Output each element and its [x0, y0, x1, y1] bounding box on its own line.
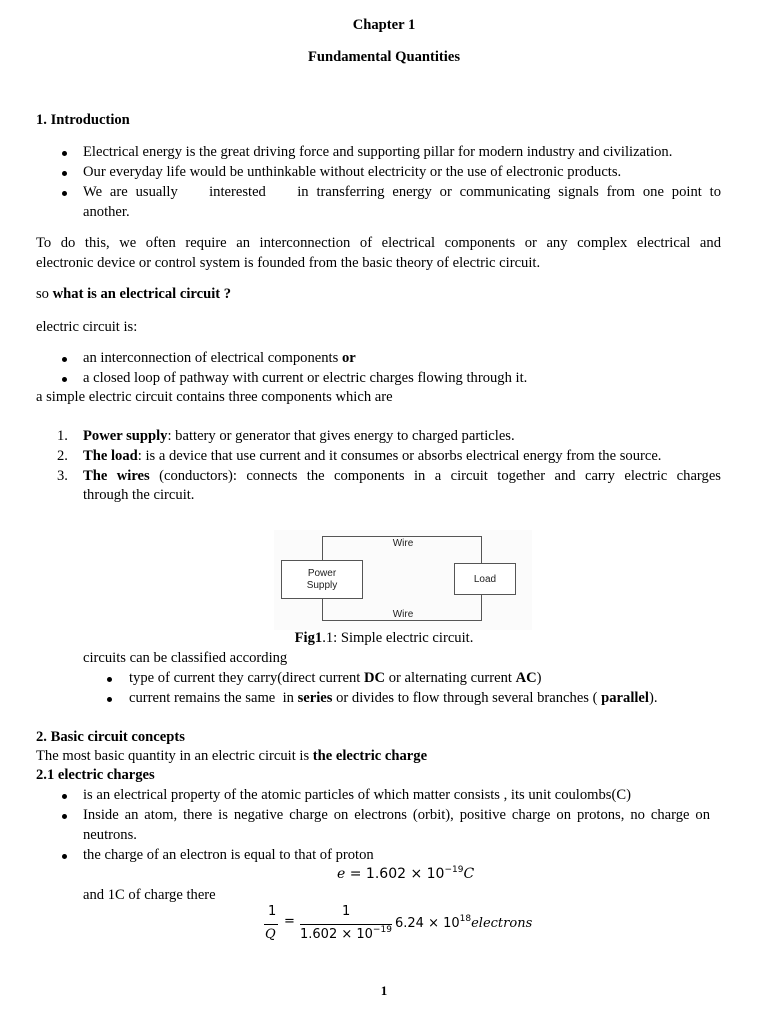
- text: current remains the same in: [129, 690, 298, 706]
- eq2-lhs-denominator: Q: [265, 927, 276, 942]
- list-item-continuation: another.: [83, 204, 130, 220]
- item-bold: Power supply: [83, 428, 168, 444]
- and-1c-line: and 1C of charge there: [83, 887, 216, 903]
- def-bold: or: [341, 350, 356, 366]
- list-item: [129, 690, 658, 707]
- eq-exponent: −19: [444, 865, 464, 875]
- paragraph-line: To do this, we often require an interconnection of electrical components or any complex electrical and: [36, 235, 721, 251]
- classify-intro: circuits can be classified according: [83, 650, 288, 666]
- bullet-dot: [62, 854, 67, 859]
- def-text: an interconnection of electrical components: [83, 350, 342, 366]
- dc-bold: DC: [364, 670, 386, 686]
- eq2-result-value: 6.24 × 10: [395, 916, 460, 931]
- eq-unit: C: [463, 866, 475, 882]
- equals-sign: =: [284, 914, 295, 929]
- list-item: Electrical energy is the great driving force and supporting pillar for modern industry and civilization.: [83, 144, 673, 160]
- text: or divides to flow through several branches (: [332, 690, 602, 706]
- bullet-dot: [62, 814, 67, 819]
- list-item: the charge of an electron is equal to that of proton: [83, 847, 374, 863]
- question-prefix: so: [36, 286, 53, 302]
- text: ): [536, 670, 542, 686]
- list-item-continuation: through the circuit.: [83, 487, 195, 503]
- caption-text: .1: Simple electric circuit.: [322, 630, 474, 646]
- bullet-dot: [62, 794, 67, 799]
- eq2-result: [395, 915, 532, 931]
- ac-bold: AC: [515, 670, 537, 686]
- bullet-dot: [107, 677, 112, 682]
- list-item: is an electrical property of the atomic particles of which matter consists , its unit coulombs(C): [83, 787, 631, 803]
- item-bold: The wires: [83, 468, 150, 484]
- equation-coulomb: [262, 904, 562, 950]
- item-text: (conductors): connects the components in a circuit together and carry electric charges: [149, 468, 721, 484]
- eq2-lhs-numerator: 1: [268, 904, 277, 919]
- text: type of current they carry(direct current: [129, 670, 364, 686]
- simple-circuit-line: a simple electric circuit contains three components which are: [36, 389, 393, 405]
- parallel-bold: parallel: [601, 690, 649, 706]
- list-item: We are usually interested in transferring energy or communicating signals from one point to: [83, 184, 721, 200]
- eq-symbol: e: [337, 866, 346, 882]
- text: The most basic quantity in an electric circuit is: [36, 748, 313, 764]
- item-number: 2.: [57, 448, 68, 464]
- bullet-dot: [62, 151, 67, 156]
- list-item: Our everyday life would be unthinkable without electricity or the use of electronic products.: [83, 164, 622, 180]
- list-item: [83, 350, 356, 367]
- circuit-figure: [274, 530, 532, 630]
- eq2-denominator: [300, 927, 392, 942]
- item-text: : is a device that use current and it consumes or absorbs electrical energy from the source.: [137, 448, 662, 464]
- list-item: [83, 448, 661, 465]
- page-title: Fundamental Quantities: [307, 49, 461, 65]
- bullet-dot: [62, 171, 67, 176]
- paragraph-line: electronic device or control system is founded from the basic theory of electric circuit.: [36, 255, 541, 271]
- text: ).: [648, 690, 658, 706]
- list-item: [83, 428, 515, 445]
- page-number: 1: [380, 983, 388, 998]
- caption-bold: Fig1: [294, 630, 323, 646]
- wire-bottom-label: Wire: [392, 609, 414, 620]
- power-supply-label: Supply: [306, 579, 338, 591]
- list-item-continuation: neutrons.: [83, 827, 137, 843]
- charge-bold: the electric charge: [312, 748, 428, 764]
- fraction-bar: [264, 924, 278, 925]
- list-item: Inside an atom, there is negative charge on electrons (orbit), positive charge on protons, no charge on: [83, 807, 710, 823]
- subsection-heading: 2.1 electric charges: [36, 767, 155, 783]
- load-box: [454, 563, 516, 595]
- bullet-dot: [107, 697, 112, 702]
- eq2-unit: electrons: [471, 916, 533, 931]
- load-label: Load: [473, 573, 497, 585]
- wire-bottom-line: [322, 620, 482, 621]
- item-bold: The load: [83, 448, 138, 464]
- eq2-den-value: 1.602 × 10: [300, 927, 373, 942]
- equation-electron-charge: [337, 866, 474, 883]
- power-supply-box: [281, 560, 363, 599]
- bullet-dot: [62, 191, 67, 196]
- list-item: a closed loop of pathway with current or electric charges flowing through it.: [83, 370, 528, 386]
- text: or alternating current: [385, 670, 516, 686]
- series-bold: series: [297, 690, 333, 706]
- list-item: [83, 468, 721, 485]
- bullet-dot: [62, 377, 67, 382]
- eq2-numerator: 1: [342, 904, 351, 919]
- eq2-den-exponent: −19: [372, 925, 392, 935]
- circuit-is-label: electric circuit is:: [36, 319, 138, 335]
- list-item: [129, 670, 542, 687]
- wire-top-label: Wire: [392, 538, 414, 549]
- item-number: 3.: [57, 468, 68, 484]
- question-bold: what is an electrical circuit ?: [52, 286, 232, 302]
- eq-value: = 1.602 × 10: [345, 866, 445, 882]
- eq2-result-exponent: 18: [459, 914, 472, 924]
- question-line: [36, 286, 231, 303]
- chapter-label: Chapter 1: [352, 17, 416, 33]
- figure-caption: [0, 630, 768, 647]
- wire-top-line: [322, 536, 482, 537]
- power-supply-label: Power: [307, 567, 337, 579]
- item-number: 1.: [57, 428, 68, 444]
- concepts-heading: 2. Basic circuit concepts: [36, 729, 185, 745]
- bullet-dot: [62, 357, 67, 362]
- concepts-line: [36, 748, 427, 765]
- intro-heading: 1. Introduction: [36, 112, 130, 128]
- item-text: : battery or generator that gives energy to charged particles.: [167, 428, 515, 444]
